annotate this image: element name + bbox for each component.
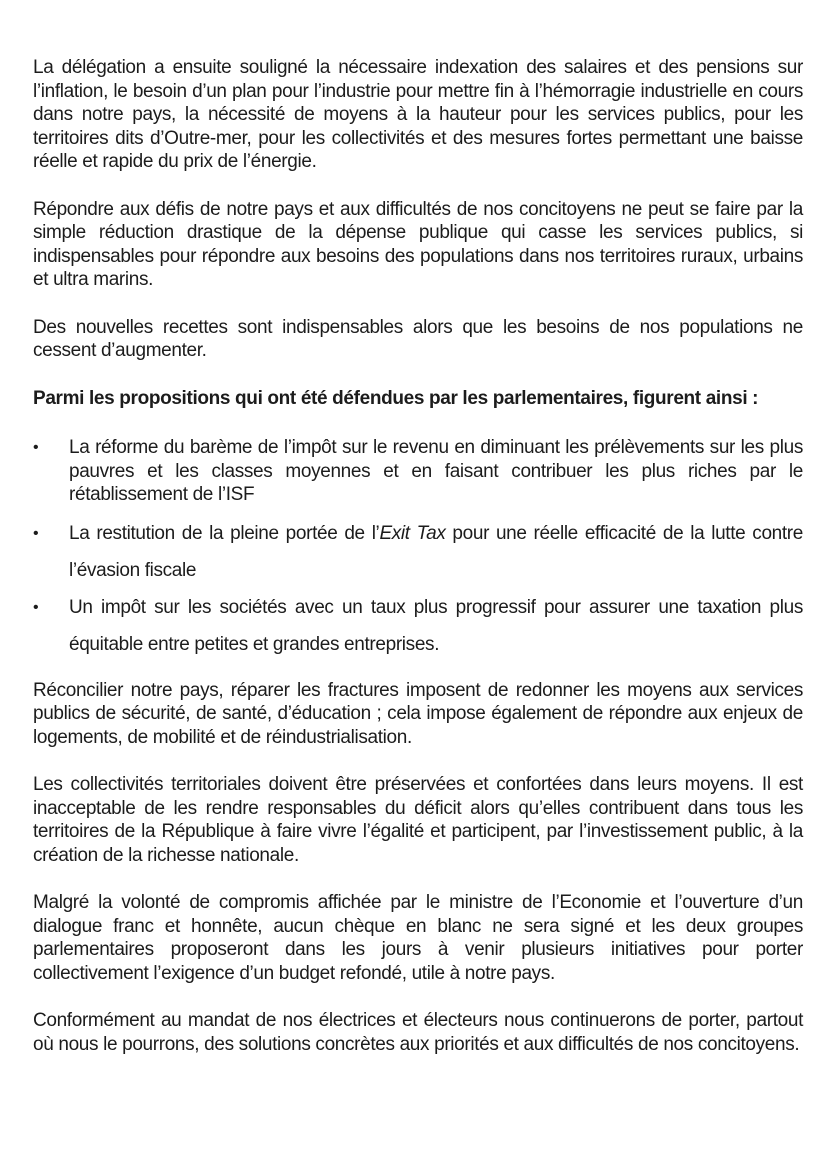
paragraph-local-authorities: Les collectivités territoriales doivent être préservées et confortées dans leurs moyens. Il est inacceptable de les rendre responsables du déficit alors qu’elles contribuent dans tous les territoires de la République à faire vivre l’égalité et participent, par l’investissement public, à la création de la richesse nationale. [33,774,803,866]
proposals-list [33,436,803,663]
list-item-text-before: La restitution de la pleine portée de l’ [69,522,380,544]
bullet-icon: • [33,524,39,542]
paragraph-mandate: Conformément au mandat de nos électrices et électeurs nous continuerons de porter, partout où nous le pourrons, des solutions concrètes aux priorités et aux difficultés de nos concitoyens. [33,1010,803,1055]
bullet-icon: • [33,598,39,616]
paragraph-compromise: Malgré la volonté de compromis affichée par le ministre de l’Economie et l’ouverture d’un dialogue franc et honnête, aucun chèque en blanc ne sera signé et les deux groupes parlementaires proposeront dans les jours à venir plusieurs initiatives pour porter collectivement l’exigence d’un budget refondé, utile à notre pays. [33,892,803,984]
list-item [33,515,803,589]
list-item-text: La réforme du barème de l’impôt sur le revenu en diminuant les prélèvements sur les plus pauvres et les classes moyennes et en faisant contribuer les plus riches par le rétablissement de l’ISF [69,437,803,505]
paragraph-reconcile: Réconcilier notre pays, réparer les fractures imposent de redonner les moyens aux services publics de sécurité, de santé, d’éducation ; cela impose également de répondre aux enjeux de logements, de mobilité et de réindustrialisation. [33,679,803,748]
document-page [33,56,803,1080]
list-item [33,436,803,507]
paragraph-new-revenues: Des nouvelles recettes sont indispensables alors que les besoins de nos populations ne cessent d’augmenter. [33,316,803,361]
paragraph-demands: La délégation a ensuite souligné la nécessaire indexation des salaires et des pensions sur l’inflation, le besoin d’un plan pour l’industrie pour mettre fin à l’hémorragie industrielle en cours dans notre pays, la nécessité de moyens à la hauteur pour les services publics, pour les territoires dits d’Outre-mer, pour les collectivités et des mesures fortes permettant une baisse réelle et rapide du prix de l’énergie. [33,57,803,172]
list-item [33,589,803,663]
list-item-emphasis: Exit Tax [379,522,446,544]
list-item-text-after: pour une réelle efficacité de la lutte contre l’évasion fiscale [69,522,803,581]
list-item-text: Un impôt sur les sociétés avec un taux plus progressif pour assurer une taxation plus équitable entre petites et grandes entreprises. [69,596,803,655]
bullet-icon: • [33,439,39,456]
paragraph-challenges: Répondre aux défis de notre pays et aux difficultés de nos concitoyens ne peut se faire par la simple réduction drastique de la dépense publique qui casse les services publics, si indispensables pour répondre aux besoins des populations dans nos territoires ruraux, urbains et ultra marins. [33,198,803,290]
proposals-intro: Parmi les propositions qui ont été défendues par les parlementaires, figurent ainsi : [33,387,759,409]
